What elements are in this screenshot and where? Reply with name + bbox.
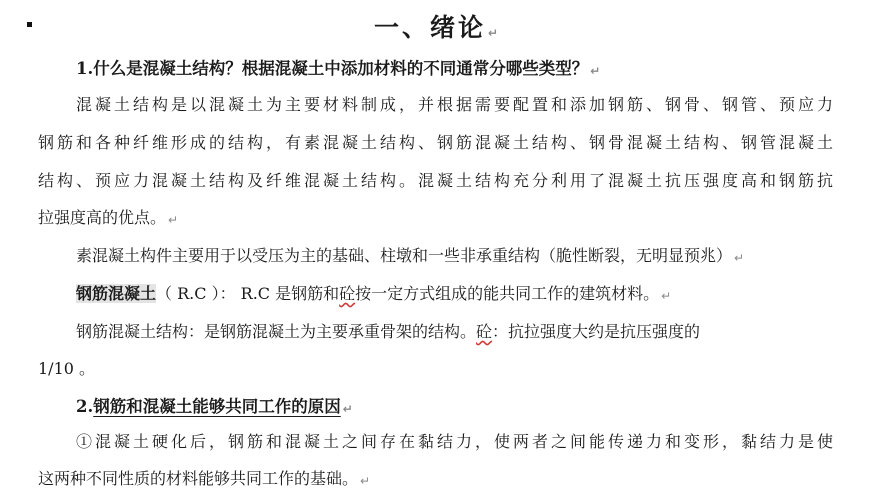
paragraph-4-text-2: ：抗拉强度大约是抗压强度的	[492, 322, 701, 341]
paragraph-5-line-2-text: 这两种不同性质的材料能够共同工作的基础。	[38, 469, 359, 488]
paragraph-1-line-4-text: 拉强度高的优点。	[38, 208, 167, 227]
paragraph-5-line-1: ①混凝土硬化后，钢筋和混凝土之间存在黏结力，使两者之间能传递力和变形，黏结力是使	[76, 432, 833, 451]
paragraph-mark-icon: ↵	[168, 213, 179, 227]
paragraph-1-line-3: 结构、预应力混凝土结构及纤维混凝土结构。混凝土结构充分利用了混凝土抗压强度高和钢筋抗	[38, 171, 833, 190]
paragraph-mark-icon: ↵	[590, 64, 601, 78]
spellcheck-flagged-word: 砼	[339, 284, 356, 303]
paragraph-3-text-1: （ R.C ）： R.C 是钢筋和	[156, 284, 340, 303]
paragraph-3-text-2: 按一定方式组成的能共同工作的建筑材料。	[355, 284, 660, 303]
paragraph-mark-icon: ↵	[661, 289, 672, 303]
paragraph-mark-icon: ↵	[734, 251, 745, 265]
chapter-title-text: 一、绪论	[373, 13, 486, 42]
question-1-heading	[76, 58, 600, 82]
paragraph-4-line-1	[76, 321, 700, 343]
paragraph-mark-icon: ↵	[360, 474, 371, 488]
question-2-number: 2.	[76, 397, 94, 416]
chapter-title	[0, 8, 875, 42]
spellcheck-flagged-word: 砼	[476, 322, 493, 341]
paragraph-mark-icon: ↵	[487, 26, 502, 40]
paragraph-1-line-4	[38, 207, 178, 231]
question-2-heading	[76, 396, 353, 420]
paragraph-mark-icon: ↵	[342, 402, 353, 416]
paragraph-3	[76, 283, 671, 307]
paragraph-1-line-1: 混凝土结构是以混凝土为主要材料制成，并根据需要配置和添加钢筋、钢骨、钢管、预应力	[76, 95, 833, 114]
highlighted-term: 钢筋混凝土	[76, 284, 157, 303]
paragraph-2	[76, 245, 744, 269]
paragraph-4-line-2: 1/10 。	[38, 359, 96, 378]
paragraph-5-line-2	[38, 468, 370, 492]
paragraph-2-text: 素混凝土构件主要用于以受压为主的基础、柱墩和一些非承重结构（脆性断裂，无明显预兆）	[76, 246, 733, 265]
question-1-text: 1.什么是混凝土结构？根据混凝土中添加材料的不同通常分哪些类型？	[76, 59, 589, 78]
question-2-text: 钢筋和混凝土能够共同工作的原因	[93, 397, 341, 416]
paragraph-1-line-2: 钢筋和各种纤维形成的结构，有素混凝土结构、钢筋混凝土结构、钢骨混凝土结构、钢管混凝土	[38, 133, 833, 152]
paragraph-4-text-1: 钢筋混凝土结构：是钢筋混凝土为主要承重骨架的结构。	[76, 322, 477, 341]
